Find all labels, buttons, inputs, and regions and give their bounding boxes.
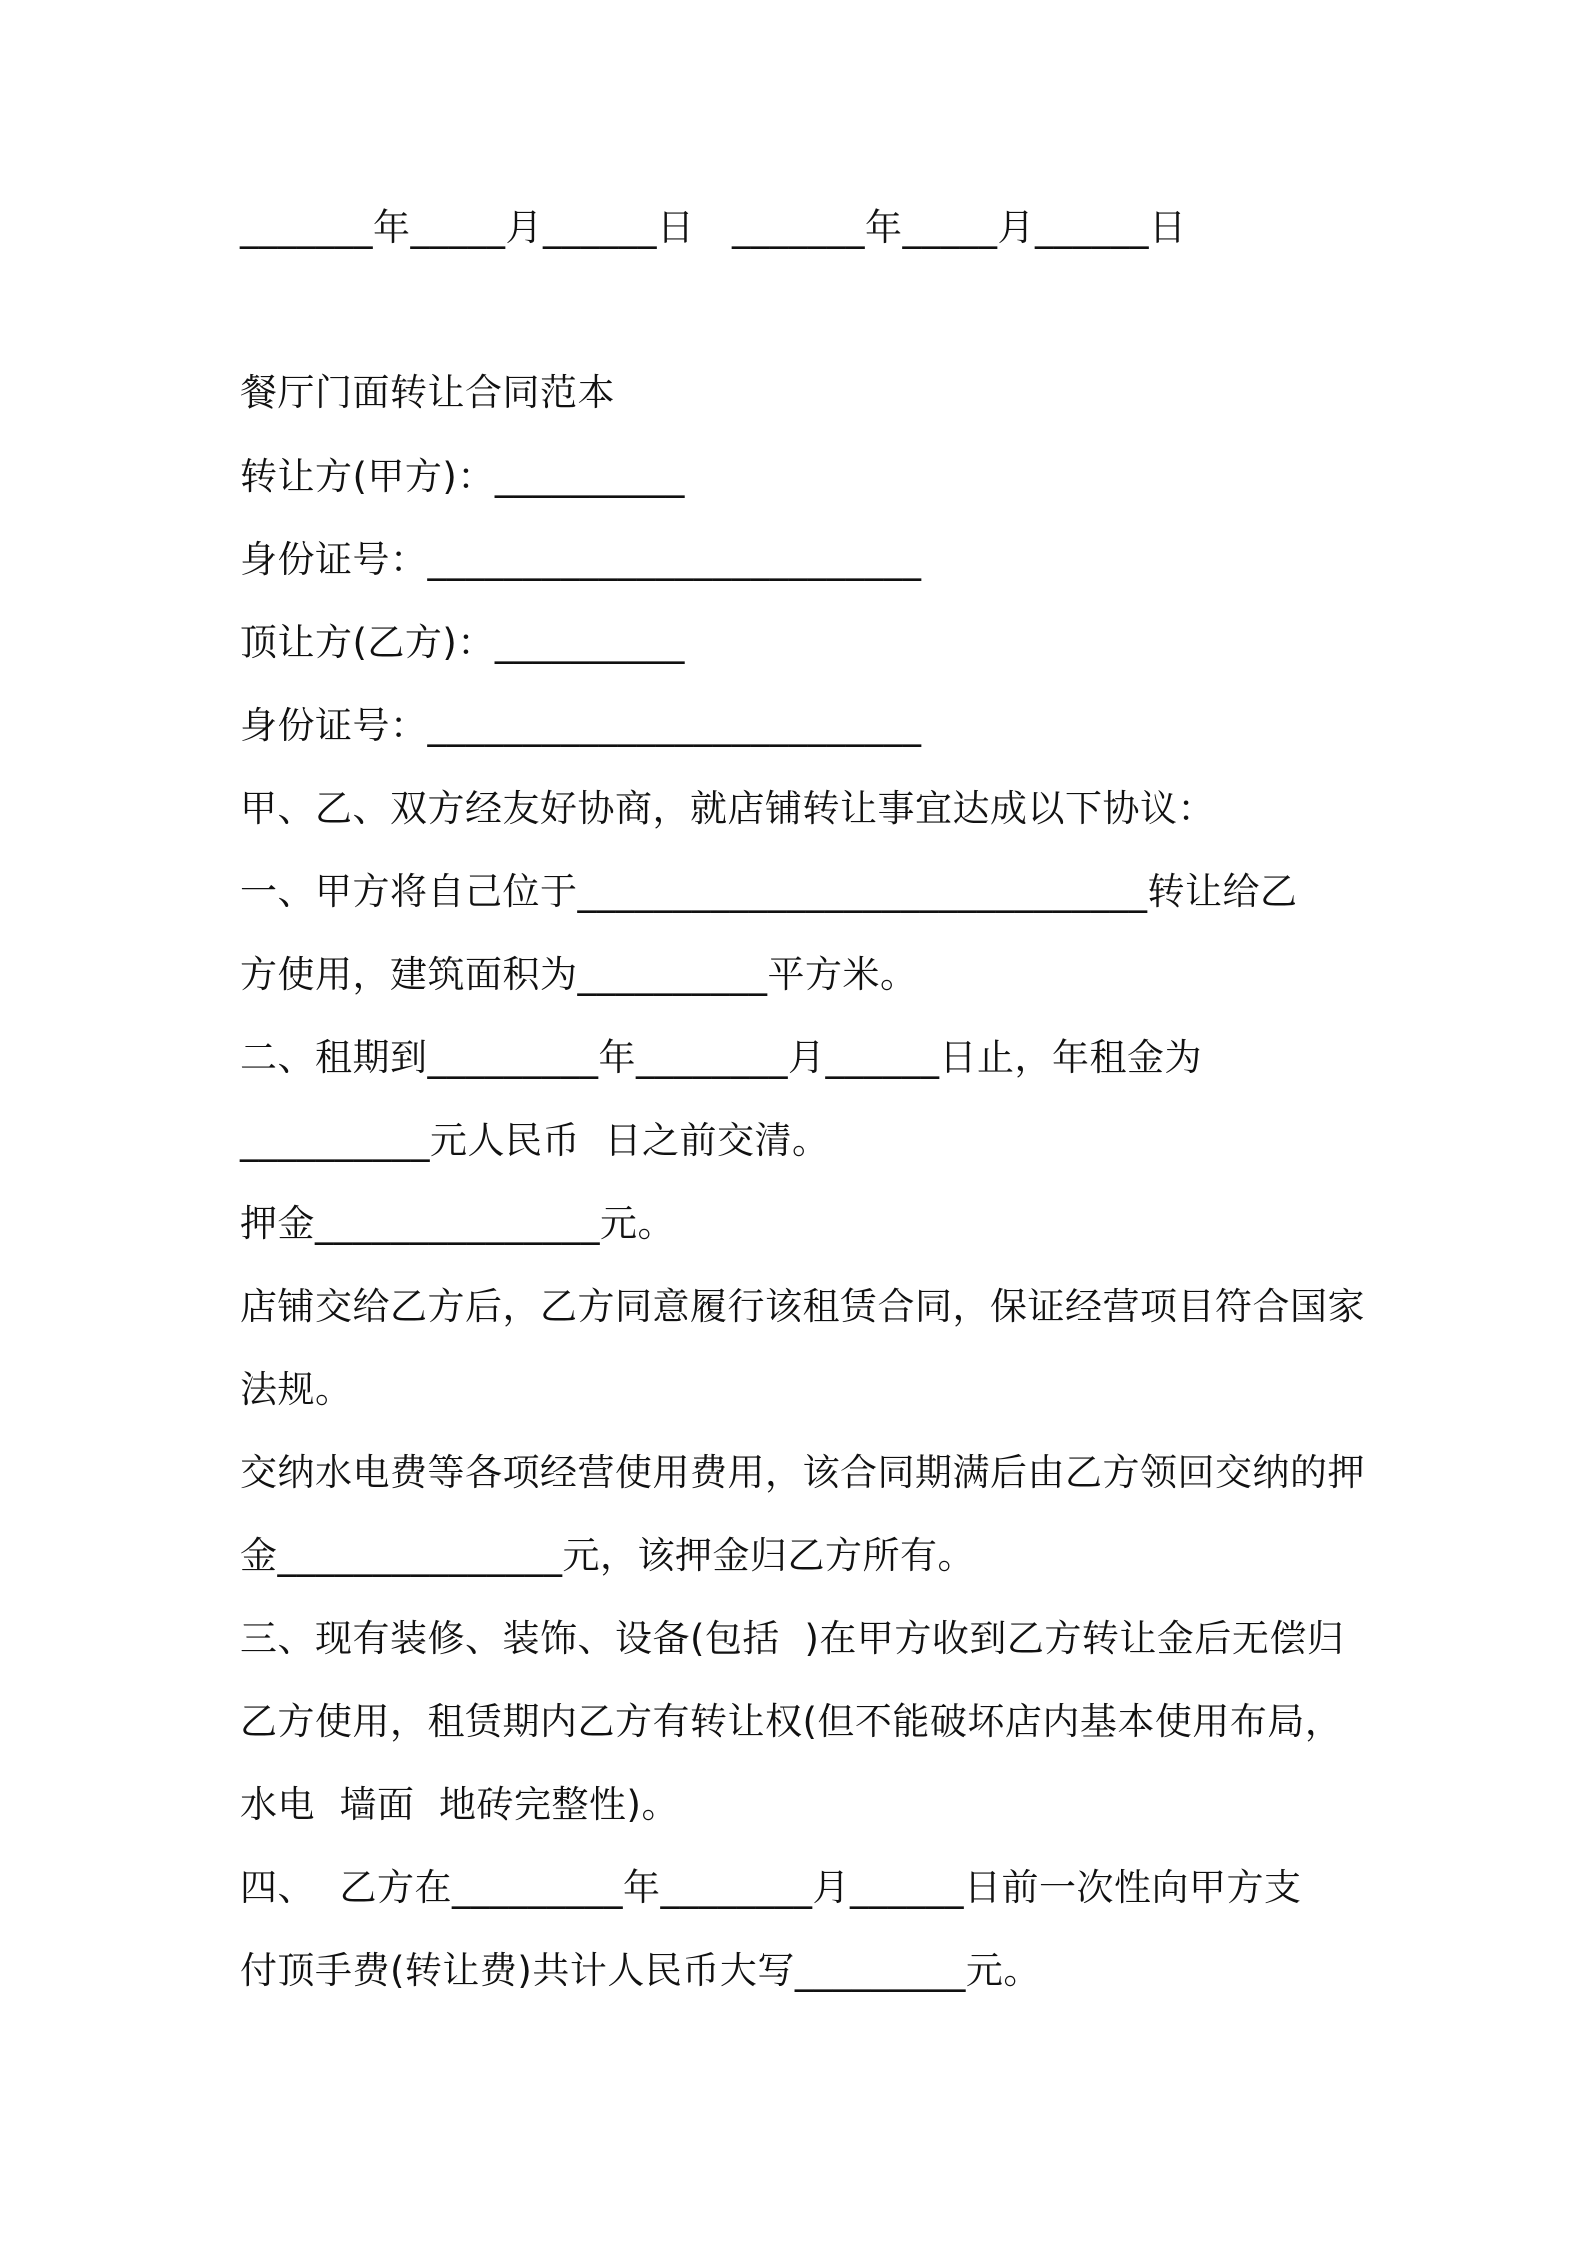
clause-3-line-2: 乙方使用，租赁期内乙方有转让权(但不能破坏店内基本使用布局，: [240, 1700, 1343, 1743]
clause-3-line-1: 三、现有装修、装饰、设备(包括 )在甲方收到乙方转让金后无偿归: [240, 1617, 1345, 1660]
agreement-intro: 甲、乙、双方经友好协商，就店铺转让事宜达成以下协议：: [240, 787, 1215, 830]
clause-4-line-1: 四、 乙方在_________年________月______日前一次性向甲方支: [240, 1866, 1302, 1909]
clause-2-line-2: __________元人民币 日之前交清。: [240, 1119, 830, 1162]
clause-4-line-2: 付顶手费(转让费)共计人民币大写_________元。: [240, 1949, 1041, 1992]
transferee-line: 顶让方(乙方)：__________: [240, 621, 685, 664]
date-line: _______年_____月______日 _______年_____月______日: [240, 206, 1187, 249]
document-title: 餐厅门面转让合同范本: [240, 371, 615, 414]
clause-1-line-2: 方使用，建筑面积为__________平方米。: [240, 953, 918, 996]
paragraph-line: 店铺交给乙方后，乙方同意履行该租赁合同，保证经营项目符合国家: [240, 1285, 1365, 1328]
transferee-id-line: 身份证号：__________________________: [240, 704, 922, 747]
paragraph-line: 交纳水电费等各项经营使用费用，该合同期满后由乙方领回交纳的押: [240, 1451, 1365, 1494]
clause-1-line-1: 一、甲方将自己位于______________________________转让给乙: [240, 870, 1298, 913]
deposit-line: 押金_______________元。: [240, 1202, 675, 1245]
transferor-line: 转让方(甲方)：__________: [240, 455, 685, 498]
transferor-id-line: 身份证号：__________________________: [240, 538, 922, 581]
clause-2-line-1: 二、租期到_________年________月______日止，年租金为: [240, 1036, 1202, 1079]
paragraph-line: 法规。: [240, 1368, 353, 1411]
paragraph-line: 金_______________元，该押金归乙方所有。: [240, 1534, 975, 1577]
clause-3-line-3: 水电 墙面 地砖完整性)。: [240, 1783, 679, 1826]
